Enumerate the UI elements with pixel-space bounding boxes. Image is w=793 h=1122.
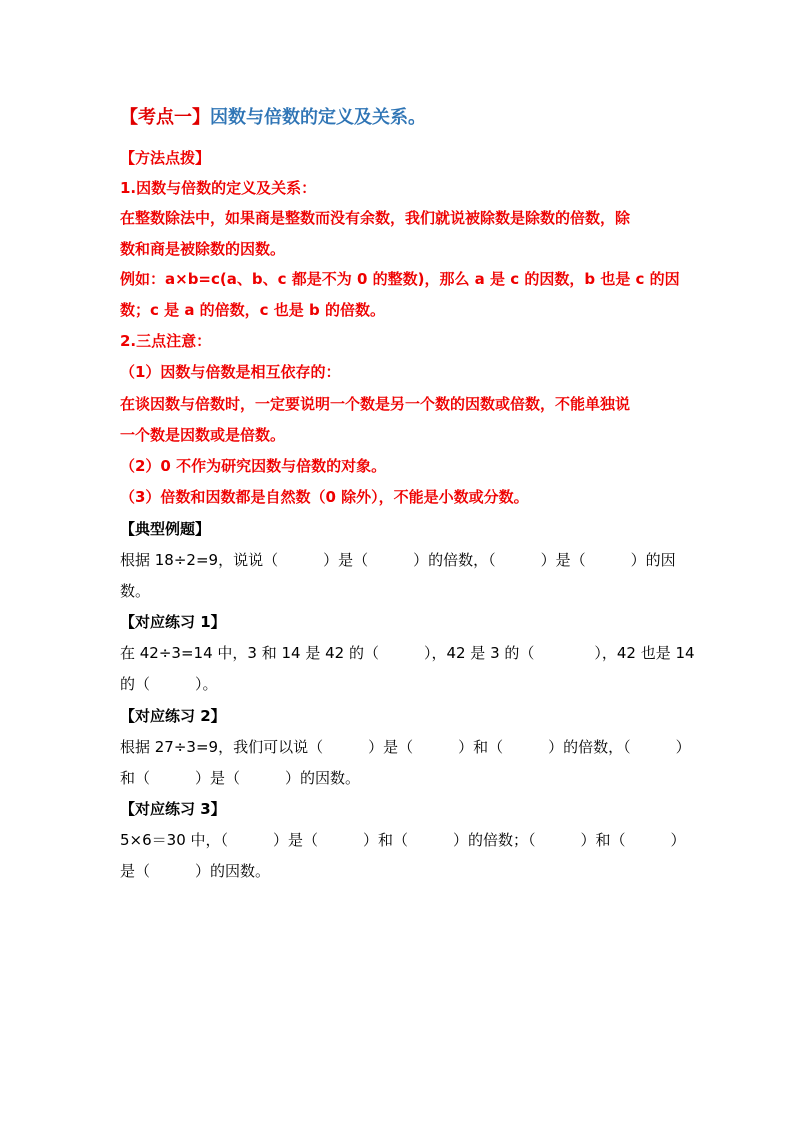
- point1-line1: 在整数除法中，如果商是整数而没有余数，我们就说被除数是除数的倍数，除: [120, 209, 631, 227]
- practice1-line1: 在 42÷3=14 中，3 和 14 是 42 的（ ），42 是 3 的（ ），42 也是 14: [120, 644, 695, 662]
- practice3-line1: 5×6＝30 中，（ ）是（ ）和（ ）的倍数；（ ）和（ ）: [120, 831, 686, 849]
- note1-line1: 在谈因数与倍数时，一定要说明一个数是另一个数的因数或倍数，不能单独说: [120, 395, 631, 413]
- example-question-line2: 数。: [120, 582, 151, 600]
- practice3-line2: 是（ ）的因数。: [120, 862, 271, 880]
- note2: （2）0 不作为研究因数与倍数的对象。: [120, 457, 387, 475]
- title-text: 因数与倍数的定义及关系。: [210, 107, 426, 128]
- note3: （3）倍数和因数都是自然数（0 除外），不能是小数或分数。: [120, 488, 529, 506]
- practice1-line2: 的（ ）。: [120, 675, 218, 693]
- practice1-header: 【对应练习 1】: [120, 613, 226, 631]
- example-definition-line1: 例如：a×b=c(a、b、c 都是不为 0 的整数)，那么 a 是 c 的因数，b 也是 c 的因: [120, 270, 680, 288]
- example-definition-line2: 数；c 是 a 的倍数，c 也是 b 的倍数。: [120, 301, 385, 319]
- practice2-line2: 和（ ）是（ ）的因数。: [120, 769, 361, 787]
- title-bracket: 【考点一】: [120, 107, 210, 128]
- point2-title: 2.三点注意：: [120, 332, 212, 350]
- note1-title: （1）因数与倍数是相互依存的：: [120, 363, 341, 381]
- practice2-header: 【对应练习 2】: [120, 707, 226, 725]
- example-header: 【典型例题】: [120, 520, 211, 538]
- point1-title: 1.因数与倍数的定义及关系：: [120, 179, 317, 197]
- page-title: [120, 106, 426, 130]
- practice2-line1: 根据 27÷3=9，我们可以说（ ）是（ ）和（ ）的倍数，（ ）: [120, 738, 691, 756]
- method-header: 【方法点拨】: [120, 149, 211, 167]
- point1-line2: 数和商是被除数的因数。: [120, 240, 286, 258]
- practice3-header: 【对应练习 3】: [120, 800, 226, 818]
- example-question-line1: 根据 18÷2=9，说说（ ）是（ ）的倍数，（ ）是（ ）的因: [120, 551, 676, 569]
- note1-line2: 一个数是因数或是倍数。: [120, 426, 286, 444]
